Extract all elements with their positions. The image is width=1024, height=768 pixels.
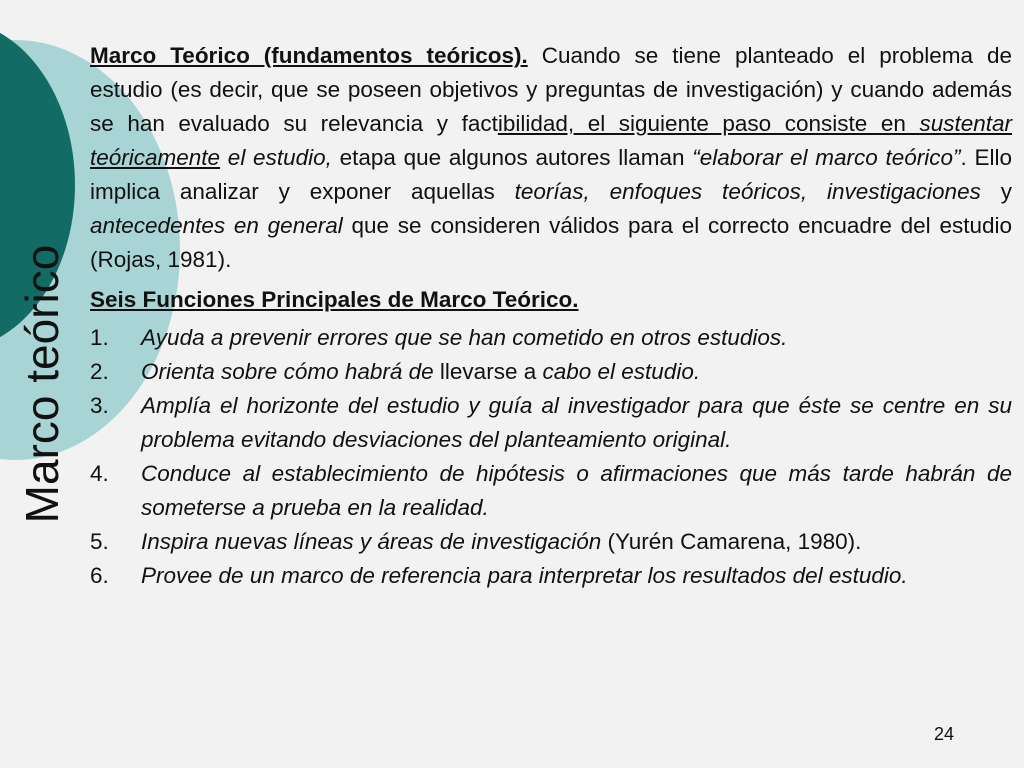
- intro-text-12: que se consideren válidos para el correcto encuadre del estudio (Rojas, 1981).: [90, 213, 1013, 272]
- list-item-text-part: Orienta sobre cómo habrá de: [141, 359, 440, 384]
- slide-content: [90, 39, 1012, 593]
- intro-text-2: ibilidad, el siguiente paso consiste en: [497, 111, 920, 136]
- list-item-text-part: cabo el estudio.: [542, 359, 701, 384]
- slide-number: 24: [934, 724, 955, 744]
- list-item: [90, 389, 1012, 457]
- intro-text-5: estudio,: [245, 145, 332, 170]
- intro-paragraph: [90, 39, 1012, 277]
- intro-text-10: y: [980, 179, 1012, 204]
- list-item-number: 5.: [90, 529, 109, 554]
- list-item-text: Amplía el horizonte del estudio y guía al investigador para que éste se centre en su problema evitando desviaciones del planteamiento original.: [141, 393, 1012, 452]
- list-item-text-part: Inspira nuevas líneas y áreas de investigación: [141, 529, 602, 554]
- intro-emphasis-3: antecedentes en general: [90, 213, 343, 238]
- intro-text-1: Cuando se tiene planteado el problema de estudio (es decir, que se poseen objetivos y preguntas de investigación) y cuando además se han evaluado su relevancia y fact: [90, 43, 1012, 136]
- list-item-text: [141, 355, 1012, 389]
- list-item-number: 4.: [90, 461, 109, 486]
- slide-side-title: Marco teórico: [16, 244, 68, 524]
- list-item-text: Conduce al establecimiento de hipótesis o afirmaciones que más tarde habrán de someterse a prueba en la realidad.: [141, 461, 1012, 520]
- functions-list: [90, 321, 1012, 593]
- list-item: [90, 559, 1012, 593]
- intro-text-4: el: [220, 145, 246, 170]
- functions-heading: [90, 283, 1012, 317]
- list-item-number: 2.: [90, 359, 109, 384]
- list-item-text-part: (Yurén Camarena, 1980).: [601, 529, 862, 554]
- list-item: [90, 355, 1012, 389]
- intro-quote: “elaborar el marco teórico”: [692, 145, 961, 170]
- list-item: [90, 457, 1012, 525]
- list-item-number: 1.: [90, 325, 109, 350]
- intro-text-8: . Ello implica analizar y exponer aquellas: [90, 145, 1013, 204]
- list-item: [90, 321, 1012, 355]
- list-item-text: Ayuda a prevenir errores que se han cometido en otros estudios.: [141, 325, 788, 350]
- list-item-text: Provee de un marco de referencia para interpretar los resultados del estudio.: [141, 563, 908, 588]
- intro-emphasis-1: sustentar teóricamente: [90, 111, 1013, 170]
- list-item-number: 6.: [90, 563, 109, 588]
- list-item-text-part: llevarse a: [439, 359, 543, 384]
- list-item-text: [141, 525, 1012, 559]
- functions-heading-text: Seis Funciones Principales de Marco Teórico.: [90, 287, 579, 312]
- list-item-number: 3.: [90, 393, 109, 418]
- intro-emphasis-2: teorías, enfoques teóricos, investigaciones: [514, 179, 981, 204]
- intro-heading: Marco Teórico (fundamentos teóricos).: [90, 43, 528, 68]
- list-item: [90, 525, 1012, 559]
- intro-text-6: etapa que algunos autores llaman: [331, 145, 693, 170]
